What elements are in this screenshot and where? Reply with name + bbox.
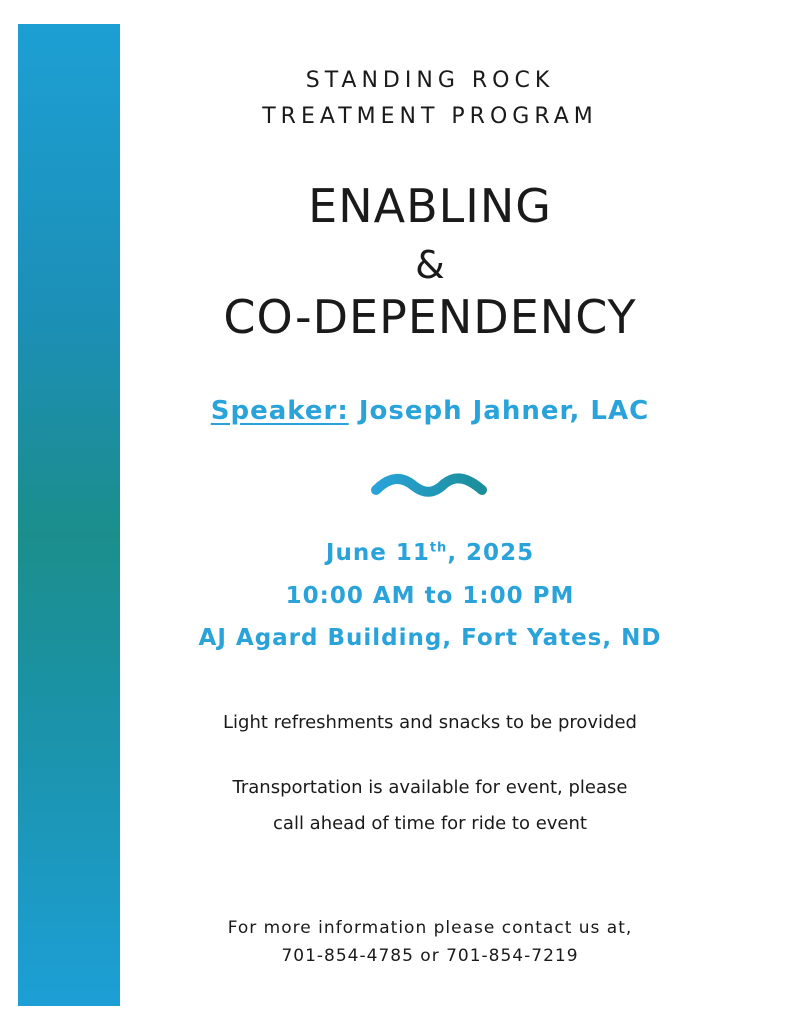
- title-codependency: CO-DEPENDENCY: [223, 290, 637, 344]
- title-ampersand: &: [415, 243, 445, 287]
- event-location: AJ Agard Building, Fort Yates, ND: [198, 625, 662, 651]
- refreshments-note: Light refreshments and snacks to be provided: [223, 712, 637, 733]
- contact-phones: 701-854-4785 or 701-854-7219: [281, 946, 579, 966]
- event-date-year: , 2025: [447, 540, 535, 566]
- transport-note-line1: Transportation is available for event, please: [232, 777, 628, 798]
- title-enabling: ENABLING: [308, 179, 552, 233]
- speaker-line: [140, 396, 720, 426]
- event-time: 10:00 AM to 1:00 PM: [285, 583, 575, 609]
- org-name-line1: STANDING ROCK: [305, 68, 555, 93]
- wave-divider-icon: [368, 468, 490, 504]
- transport-note-line2: call ahead of time for ride to event: [273, 813, 587, 834]
- speaker-name: Joseph Jahner, LAC: [358, 396, 650, 426]
- contact-intro: For more information please contact us at,: [227, 918, 633, 938]
- side-color-bar: [18, 24, 120, 1006]
- event-date-day: June 11: [325, 540, 430, 566]
- event-date-suffix: th: [429, 540, 448, 556]
- speaker-label: Speaker:: [210, 396, 349, 426]
- event-date: [140, 540, 720, 566]
- org-name-line2: TREATMENT PROGRAM: [262, 104, 598, 129]
